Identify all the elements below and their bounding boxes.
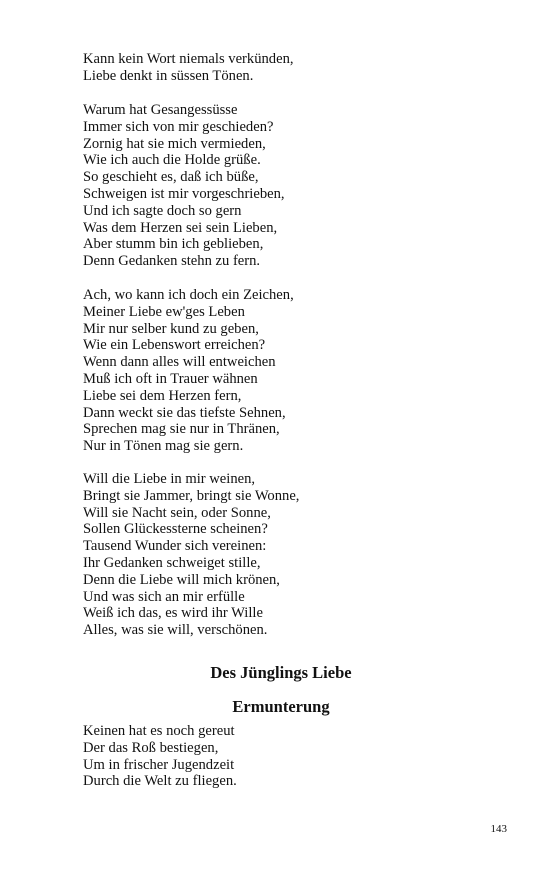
poem-line: Aber stumm bin ich geblieben, <box>83 236 264 253</box>
poem-line: Nur in Tönen mag sie gern. <box>83 438 244 455</box>
poem-line: Durch die Welt zu fliegen. <box>83 773 237 790</box>
poem-line: Tausend Wunder sich vereinen: <box>83 538 267 555</box>
poem-line: Muß ich oft in Trauer wähnen <box>83 370 258 387</box>
section-title: Des Jünglings Liebe <box>210 663 352 682</box>
poem-line: Und ich sagte doch so gern <box>83 202 242 219</box>
poem-line: Und was sich an mir erfülle <box>83 588 245 605</box>
poem-line: Warum hat Gesangessüsse <box>83 102 238 118</box>
poem-line: Zornig hat sie mich vermieden, <box>83 135 266 152</box>
page-number: 143 <box>490 823 507 835</box>
poem-line: Der das Roß bestiegen, <box>83 739 219 756</box>
poem-line: Ach, wo kann ich doch ein Zeichen, <box>83 287 294 303</box>
stanza <box>83 287 503 455</box>
poem-line: Dann weckt sie das tiefste Sehnen, <box>83 404 286 421</box>
poem-line: Weiß ich das, es wird ihr Wille <box>83 605 263 622</box>
poem-line: Liebe denkt in süssen Tönen. <box>83 67 254 84</box>
poem-line: So geschieht es, daß ich büße, <box>83 169 259 186</box>
poem-line: Alles, was sie will, verschönen. <box>83 622 268 639</box>
poem-line: Um in frischer Jugendzeit <box>83 756 235 773</box>
poem-line: Denn die Liebe will mich krönen, <box>83 571 280 588</box>
poem-line: Meiner Liebe ew'ges Leben <box>83 303 245 320</box>
poem-line: Immer sich von mir geschieden? <box>83 118 274 135</box>
poem-line: Schweigen ist mir vorgeschrieben, <box>83 185 285 202</box>
poem-line: Keinen hat es noch gereut <box>83 723 235 739</box>
poem-line: Mir nur selber kund zu geben, <box>83 320 259 337</box>
poem-line: Liebe sei dem Herzen fern, <box>83 387 242 404</box>
poem-line: Kann kein Wort niemals verkünden, <box>83 51 294 67</box>
stanza <box>83 51 503 85</box>
poem-line: Wie ich auch die Holde grüße. <box>83 152 261 169</box>
poem-line: Was dem Herzen sei sein Lieben, <box>83 219 278 236</box>
poem-line: Will sie Nacht sein, oder Sonne, <box>83 504 271 521</box>
section-subtitle: Ermunterung <box>232 697 330 716</box>
stanza <box>83 471 503 639</box>
stanza <box>83 102 503 270</box>
poem-line: Will die Liebe in mir weinen, <box>83 471 256 487</box>
stanza <box>83 723 503 790</box>
poem-line: Sollen Glückessterne scheinen? <box>83 521 268 538</box>
poem-line: Bringt sie Jammer, bringt sie Wonne, <box>83 487 300 504</box>
poem-line: Wenn dann alles will entweichen <box>83 354 276 371</box>
poem-line: Wie ein Lebenswort erreichen? <box>83 337 266 354</box>
poem-line: Ihr Gedanken schweiget stille, <box>83 554 261 571</box>
poem-line: Sprechen mag sie nur in Thränen, <box>83 421 280 438</box>
poem-line: Denn Gedanken stehn zu fern. <box>83 253 261 270</box>
